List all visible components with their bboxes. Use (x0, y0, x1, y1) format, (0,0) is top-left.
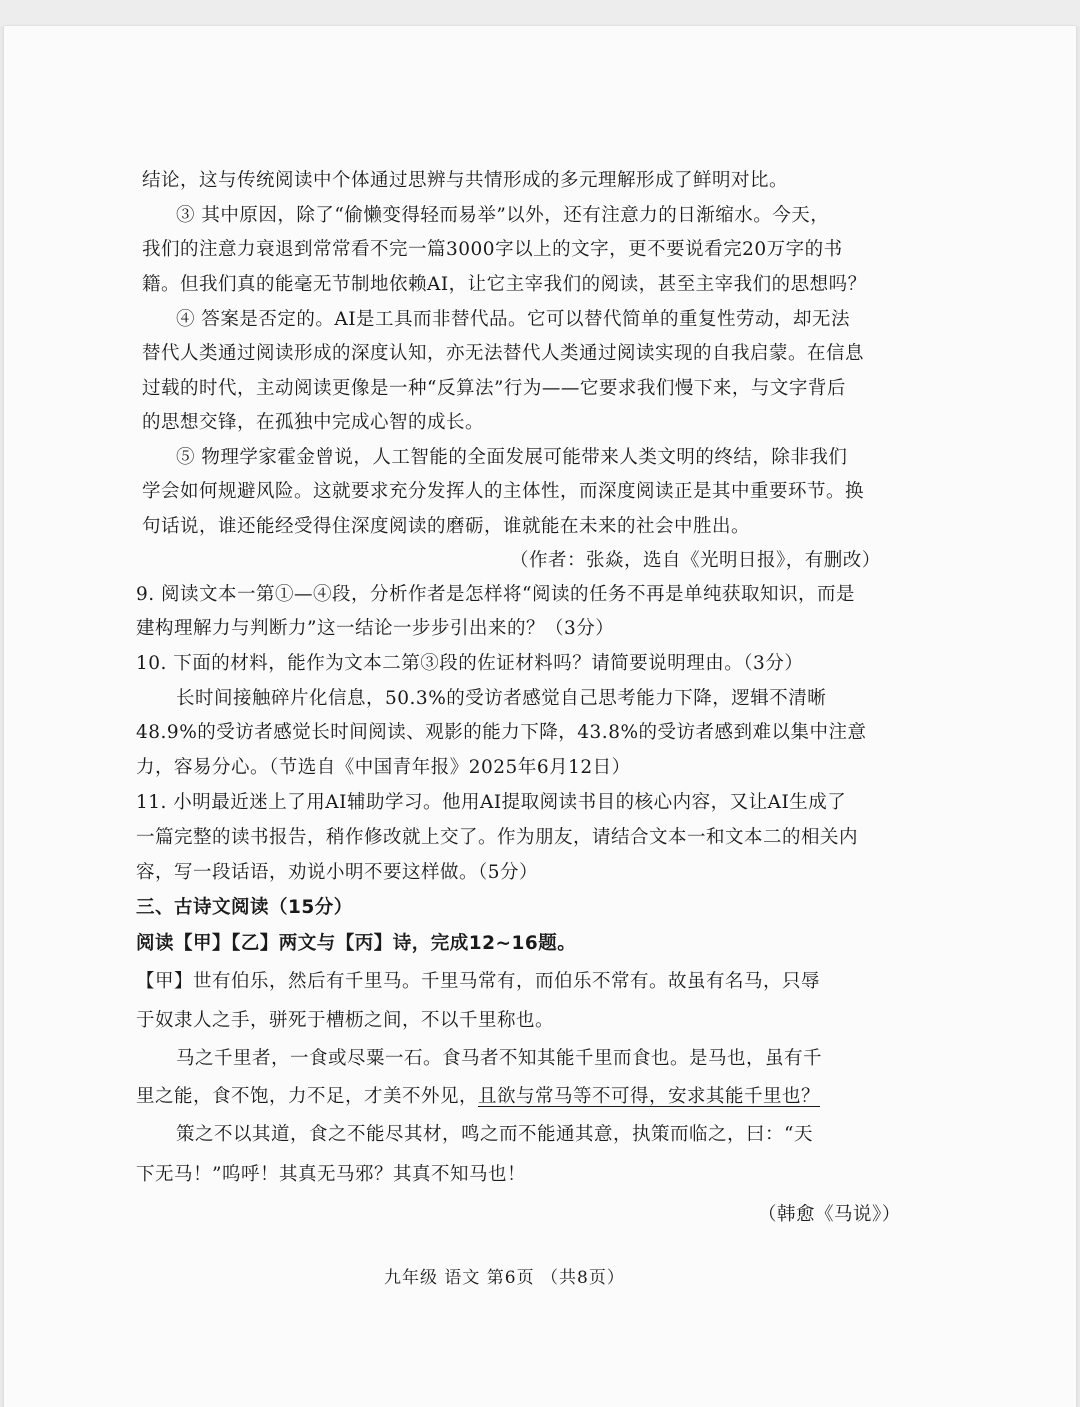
question-9: 9. 阅读文本一第①—④段，分析作者是怎样将“阅读的任务不再是单纯获取知识，而是 (136, 584, 855, 605)
section-3-instruction: 阅读【甲】【乙】两文与【丙】诗，完成12~16题。 (136, 933, 577, 954)
passage-paragraph-4: ④ 答案是否定的。AI是工具而非替代品。它可以替代简单的重复性劳动，却无法 (176, 309, 851, 330)
passage-line: 过载的时代，主动阅读更像是一种“反算法”行为——它要求我们慢下来，与文字背后 (142, 378, 846, 399)
classical-text-line: 于奴隶人之手，骈死于槽枥之间，不以千里称也。 (136, 1010, 555, 1031)
passage-paragraph-5: ⑤ 物理学家霍金曾说，人工智能的全面发展可能带来人类文明的终结，除非我们 (176, 447, 848, 468)
passage-line: 替代人类通过阅读形成的深度认知，亦无法替代人类通过阅读实现的自我启蒙。在信息 (142, 343, 865, 364)
passage-source: （作者：张焱，选自《光明日报》，有删改） (510, 550, 881, 571)
classical-text-line (136, 1084, 820, 1110)
question-10-material-line: 力，容易分心。（节选自《中国青年报》2025年6月12日） (136, 757, 631, 778)
question-10-material-line: 48.9%的受访者感觉长时间阅读、观影的能力下降，43.8%的受访者感到难以集中注意 (136, 722, 867, 743)
passage-line: 籍。但我们真的能毫无节制地依赖AI，让它主宰我们的阅读，甚至主宰我们的思想吗？ (142, 274, 867, 295)
page-footer: 九年级 语文 第6页 （共8页） (384, 1268, 625, 1288)
question-10: 10. 下面的材料，能作为文本二第③段的佐证材料吗？请简要说明理由。（3分） (136, 653, 804, 674)
passage-paragraph-3: ③ 其中原因，除了“偷懒变得轻而易举”以外，还有注意力的日渐缩水。今天， (176, 205, 830, 226)
passage-line: 学会如何规避风险。这就要求充分发挥人的主体性，而深度阅读正是其中重要环节。换 (142, 481, 865, 502)
section-3-heading: 三、古诗文阅读（15分） (136, 897, 353, 918)
passage-line: 的思想交锋，在孤独中完成心智的成长。 (142, 412, 485, 433)
passage-line: 句话说，谁还能经受得住深度阅读的磨砺，谁就能在未来的社会中胜出。 (142, 516, 751, 537)
classical-text-paragraph-2: 马之千里者，一食或尽粟一石。食马者不知其能千里而食也。是马也，虽有千 (176, 1048, 823, 1069)
question-11: 11. 小明最近迷上了用AI辅助学习。他用AI提取阅读书目的核心内容，又让AI生成了 (136, 792, 847, 813)
classical-text-paragraph-3: 策之不以其道，食之不能尽其材，鸣之而不能通其意，执策而临之，曰：“天 (176, 1124, 813, 1145)
classical-attribution: （韩愈《马说》） (758, 1204, 901, 1225)
classical-text-jia: 【甲】世有伯乐，然后有千里马。千里马常有，而伯乐不常有。故虽有名马，只辱 (136, 971, 821, 992)
scan-top-edge (0, 0, 1080, 26)
exam-page (4, 26, 1076, 1407)
question-11-line-2: 一篇完整的读书报告，稍作修改就上交了。作为朋友，请结合文本一和文本二的相关内 (136, 827, 859, 848)
question-9-line-2: 建构理解力与判断力”这一结论一步步引出来的？（3分） (136, 618, 615, 639)
classical-text-plain: 里之能，食不饱，力不足，才美不外见， (136, 1086, 479, 1107)
classical-text-line: 下无马！”呜呼！其真无马邪？其真不知马也！ (136, 1164, 526, 1185)
passage-line: 结论，这与传统阅读中个体通过思辨与共情形成的多元理解形成了鲜明对比。 (142, 170, 789, 191)
question-10-material: 长时间接触碎片化信息，50.3%的受访者感觉自己思考能力下降，逻辑不清晰 (176, 688, 827, 709)
underlined-sentence: 且欲与常马等不可得，安求其能千里也？ (478, 1086, 821, 1107)
question-11-line-3: 容，写一段话语，劝说小明不要这样做。（5分） (136, 862, 539, 883)
passage-line: 我们的注意力衰退到常常看不完一篇3000字以上的文字，更不要说看完20万字的书 (142, 239, 843, 260)
